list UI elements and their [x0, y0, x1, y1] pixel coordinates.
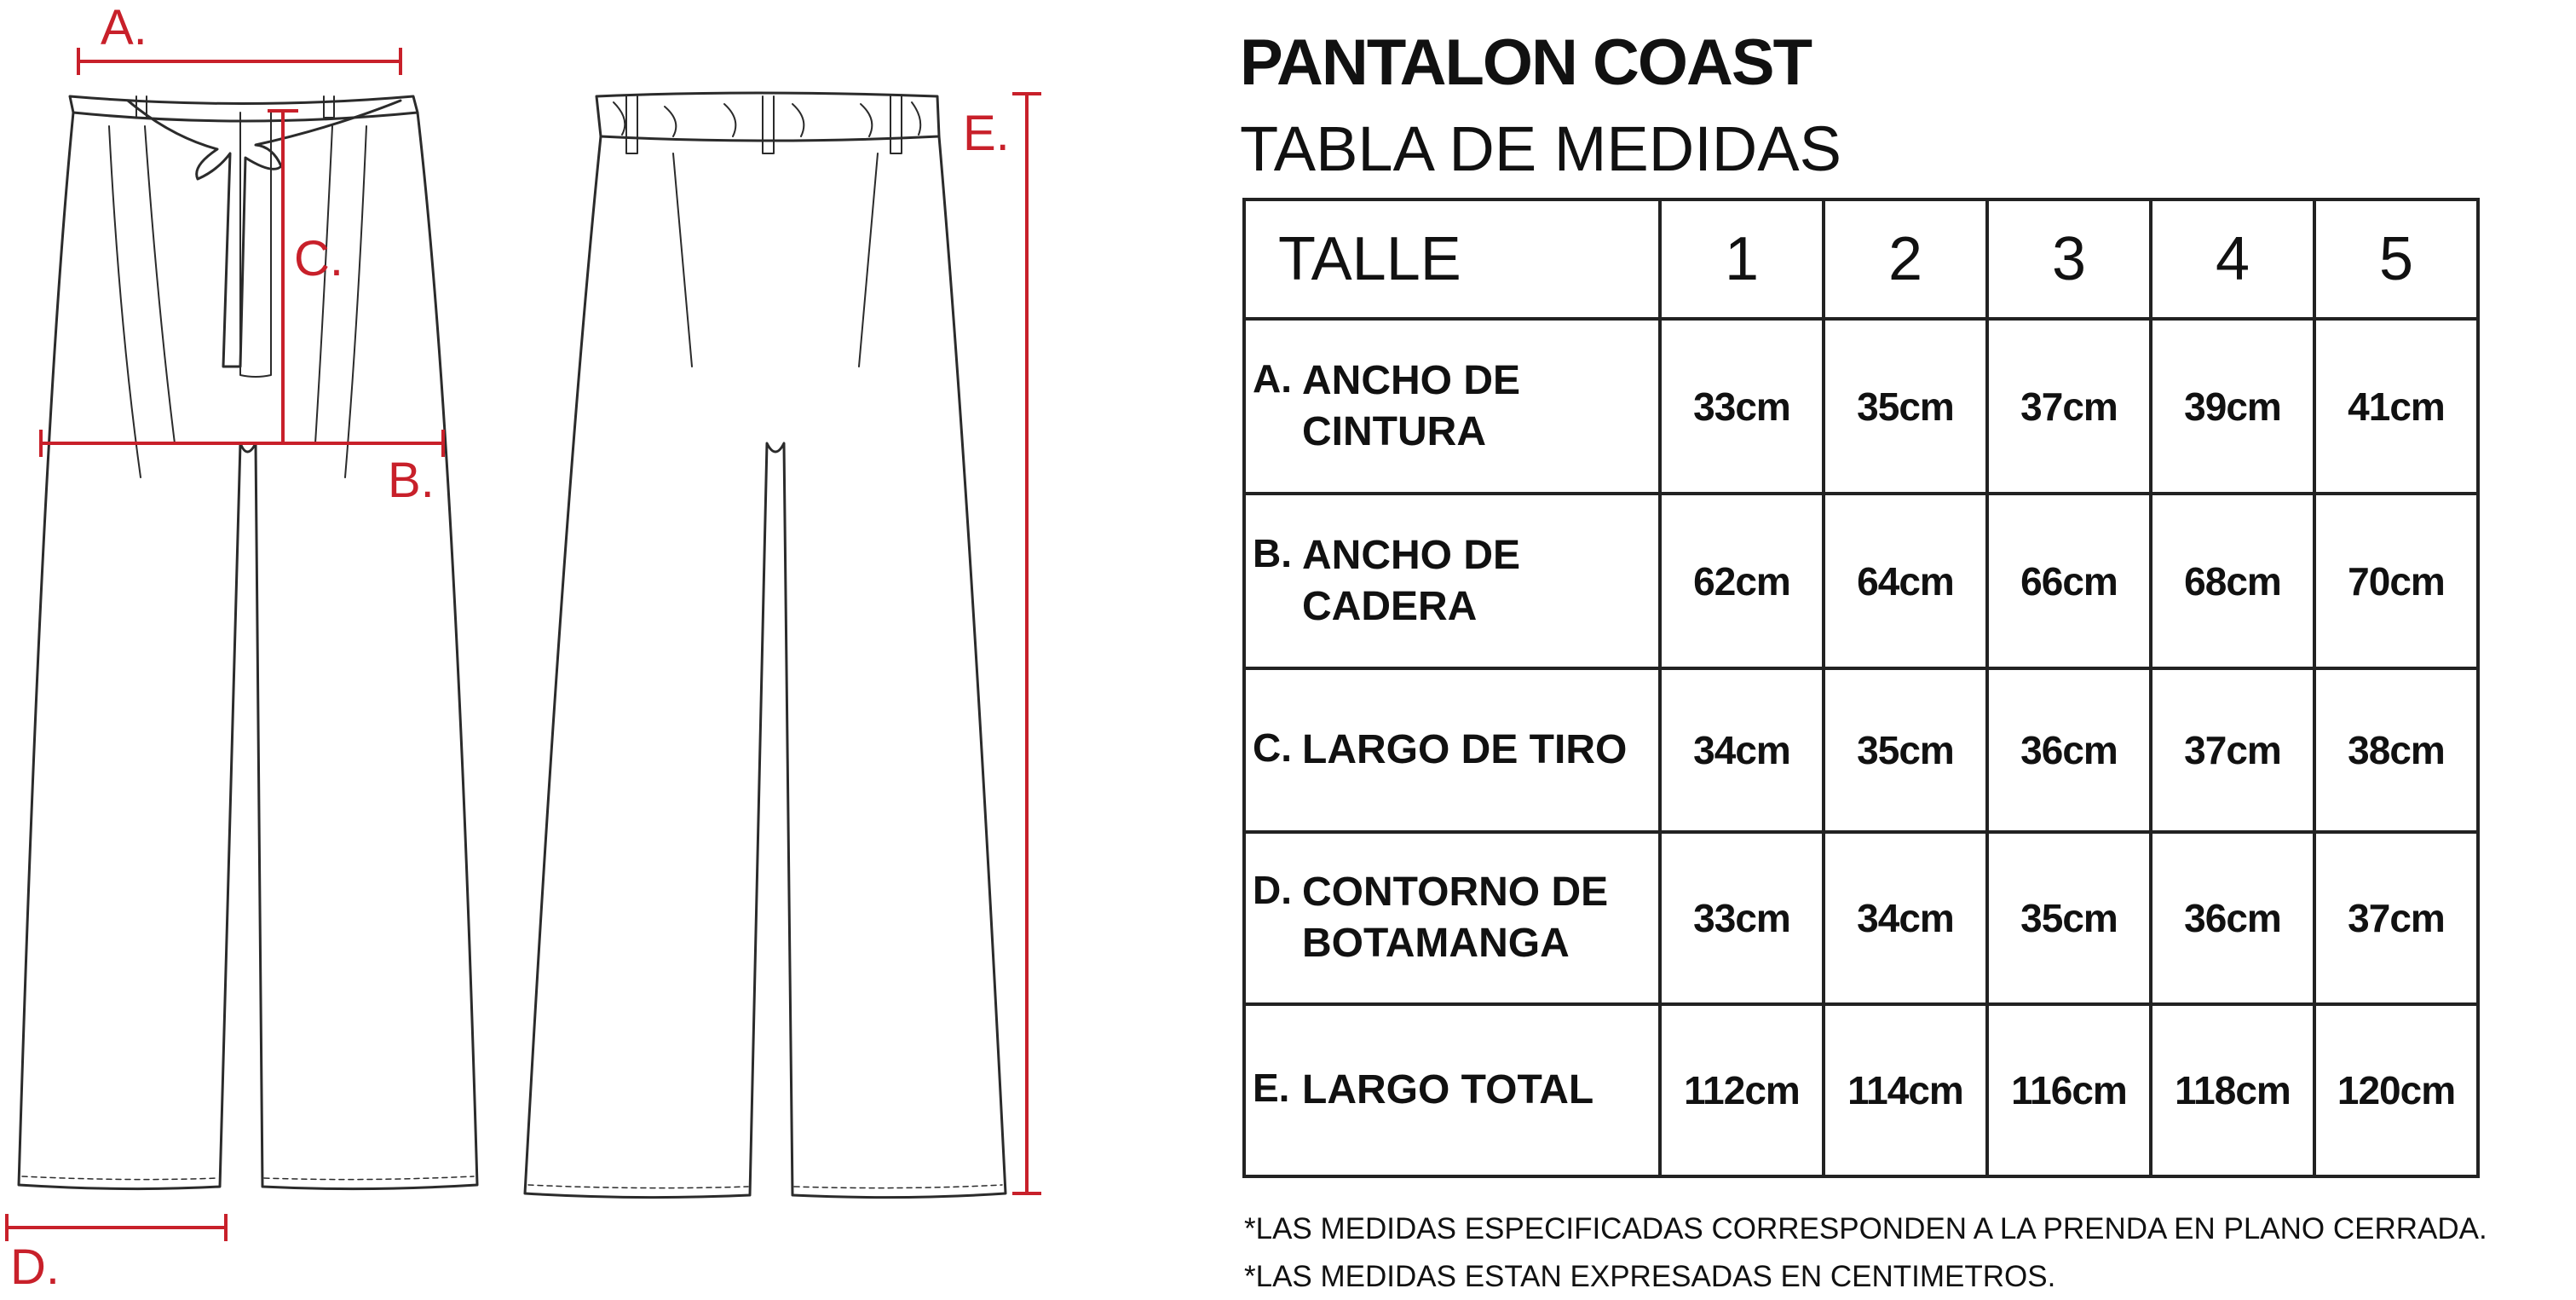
measure-name: CONTORNO DE BOTAMANGA	[1302, 870, 1609, 966]
front-fly	[240, 113, 271, 377]
front-hem-stitch	[22, 1176, 474, 1180]
measure-value: 34cm	[1660, 668, 1824, 832]
measure-name: ANCHO DE CINTURA	[1302, 357, 1521, 454]
measure-value: 37cm	[2151, 668, 2314, 832]
size-header: 2	[1824, 199, 1987, 319]
header-talle: TALLE	[1244, 199, 1660, 319]
back-hem-stitch	[528, 1185, 1002, 1188]
measure-value: 120cm	[2314, 1004, 2478, 1176]
pants-technical-drawing	[0, 0, 1108, 1300]
table-row	[1244, 494, 2478, 668]
back-dart-right	[859, 153, 878, 367]
measure-value: 37cm	[2314, 832, 2478, 1004]
measure-label-a: A.	[101, 0, 147, 55]
front-outline	[19, 113, 477, 1189]
front-pleat-left-1	[109, 126, 141, 477]
size-header: 1	[1660, 199, 1824, 319]
size-header-row	[1244, 199, 2478, 319]
front-waistband	[70, 96, 418, 121]
measure-value: 35cm	[1824, 668, 1987, 832]
measure-value: 36cm	[1987, 668, 2151, 832]
table-row	[1244, 319, 2478, 494]
back-belt-loop-3	[890, 96, 902, 153]
measure-label-d: D.	[10, 1239, 60, 1295]
size-header: 5	[2314, 199, 2478, 319]
measure-value: 39cm	[2151, 319, 2314, 494]
measure-value: 33cm	[1660, 832, 1824, 1004]
back-waistband	[596, 93, 939, 141]
footnote-units: *LAS MEDIDAS ESTAN EXPRESADAS EN CENTIMETROS.	[1244, 1260, 2056, 1293]
measure-value: 64cm	[1824, 494, 1987, 668]
measure-letter: C.	[1253, 725, 1292, 770]
measure-label-e: E.	[963, 106, 1010, 161]
measure-value: 38cm	[2314, 668, 2478, 832]
measure-name: LARGO DE TIRO	[1302, 727, 1628, 772]
front-drawstring	[128, 101, 401, 367]
measure-name-cell	[1244, 832, 1660, 1004]
measure-value: 68cm	[2151, 494, 2314, 668]
measure-name-cell	[1244, 668, 1660, 832]
back-belt-loop-1	[626, 96, 637, 153]
measure-letter: B.	[1253, 530, 1292, 575]
pants-back-view	[525, 93, 1006, 1198]
size-chart-table	[1242, 198, 2480, 1178]
front-belt-loop-2	[324, 96, 334, 118]
pants-front-view	[19, 96, 477, 1189]
measure-letter: A.	[1253, 355, 1292, 401]
measure-value: 70cm	[2314, 494, 2478, 668]
measure-name-cell	[1244, 494, 1660, 668]
table-row	[1244, 1004, 2478, 1176]
back-gathers	[614, 102, 920, 136]
product-title: PANTALON COAST	[1240, 26, 1812, 99]
measure-line-d	[7, 1216, 226, 1239]
measure-name: ANCHO DE CADERA	[1302, 532, 1521, 629]
front-pleat-right-1	[345, 126, 366, 477]
measure-letter: D.	[1253, 868, 1292, 912]
measure-line-b	[41, 431, 443, 455]
front-pleat-left-2	[145, 126, 175, 443]
measure-value: 33cm	[1660, 319, 1824, 494]
size-header: 3	[1987, 199, 2151, 319]
table-row	[1244, 668, 2478, 832]
measure-letter: E.	[1253, 1066, 1290, 1110]
back-belt-loop-2	[763, 96, 774, 153]
back-outline	[525, 136, 1006, 1198]
size-header: 4	[2151, 199, 2314, 319]
measure-value: 114cm	[1824, 1004, 1987, 1176]
measure-value: 62cm	[1660, 494, 1824, 668]
measure-value: 66cm	[1987, 494, 2151, 668]
measure-value: 35cm	[1824, 319, 1987, 494]
back-dart-left	[673, 153, 692, 367]
measure-value: 34cm	[1824, 832, 1987, 1004]
measure-name-cell	[1244, 1004, 1660, 1176]
measure-line-e	[1014, 94, 1040, 1193]
measure-value: 118cm	[2151, 1004, 2314, 1176]
footnote-measurements: *LAS MEDIDAS ESPECIFICADAS CORRESPONDEN A LA PRENDA EN PLANO CERRADA.	[1244, 1212, 2487, 1245]
measure-value: 116cm	[1987, 1004, 2151, 1176]
table-row	[1244, 832, 2478, 1004]
measure-label-b: B.	[388, 453, 435, 508]
measure-value: 36cm	[2151, 832, 2314, 1004]
measure-value: 35cm	[1987, 832, 2151, 1004]
measure-value: 37cm	[1987, 319, 2151, 494]
measure-label-c: C.	[294, 231, 343, 286]
measure-name: LARGO TOTAL	[1302, 1067, 1594, 1112]
measure-name-cell	[1244, 319, 1660, 494]
table-subtitle: TABLA DE MEDIDAS	[1240, 113, 1841, 184]
measure-value: 41cm	[2314, 319, 2478, 494]
measure-value: 112cm	[1660, 1004, 1824, 1176]
measure-line-c	[269, 111, 297, 443]
